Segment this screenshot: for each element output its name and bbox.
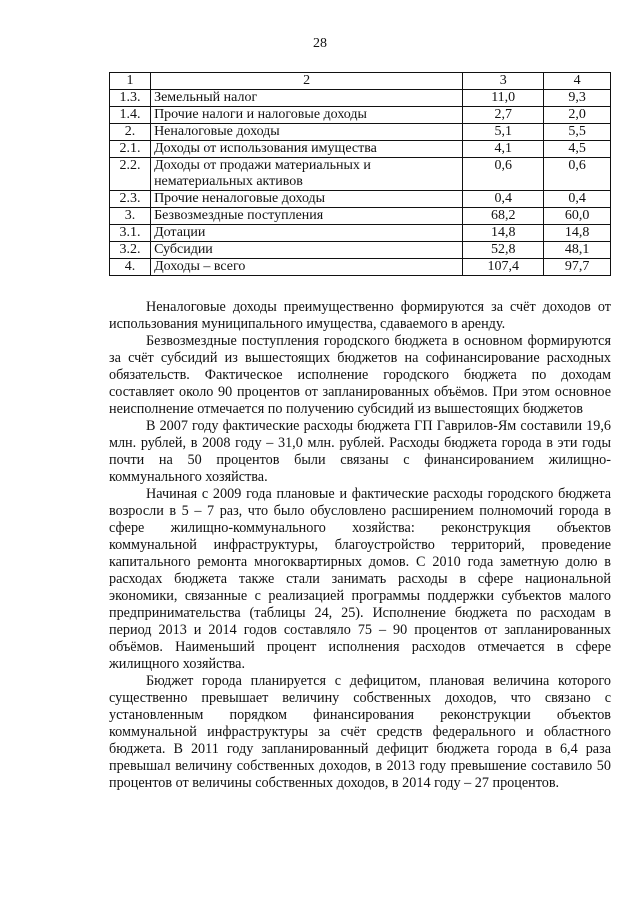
- table-row: [110, 208, 611, 225]
- row-name: Прочие неналоговые доходы: [151, 191, 463, 208]
- row-value-4: 0,4: [544, 191, 611, 208]
- row-value-4: 14,8: [544, 225, 611, 242]
- row-number: 1.4.: [110, 107, 151, 124]
- page-number: 28: [313, 36, 327, 51]
- table-header-row: [110, 73, 611, 90]
- row-value-3: 14,8: [463, 225, 544, 242]
- row-value-4: 2,0: [544, 107, 611, 124]
- row-value-3: 68,2: [463, 208, 544, 225]
- row-value-3: 0,6: [463, 158, 544, 191]
- row-name: Неналоговые доходы: [151, 124, 463, 141]
- row-number: 2.3.: [110, 191, 151, 208]
- table-row: [110, 141, 611, 158]
- row-value-4: 5,5: [544, 124, 611, 141]
- column-header-3: 3: [463, 73, 544, 90]
- paragraph: Неналоговые доходы преимущественно формируются за счёт доходов от использования муниципального имущества, сдаваемого в аренду.: [109, 299, 611, 332]
- row-value-3: 107,4: [463, 259, 544, 276]
- row-number: 2.1.: [110, 141, 151, 158]
- row-name: Доходы от использования имущества: [151, 141, 463, 158]
- row-name: Дотации: [151, 225, 463, 242]
- budget-table: [109, 72, 611, 276]
- table-row: [110, 242, 611, 259]
- row-value-3: 11,0: [463, 90, 544, 107]
- row-value-4: 97,7: [544, 259, 611, 276]
- table-row: [110, 225, 611, 242]
- row-name: Прочие налоги и налоговые доходы: [151, 107, 463, 124]
- column-header-4: 4: [544, 73, 611, 90]
- row-number: 3.1.: [110, 225, 151, 242]
- paragraph: Бюджет города планируется с дефицитом, плановая величина которого существенно превышает величину собственных доходов, что связано с установленным порядком финансирования реконструкции объектов коммунальной инфраструктуры за счёт средств федерального и областного бюджета. В 2011 году запланированный дефицит бюджета города в 6,4 раза превышал величину собственных доходов, в 2013 году превышение составило 50 процентов от величины собственных доходов, в 2014 году – 27 процентов.: [109, 673, 611, 791]
- row-name: Земельный налог: [151, 90, 463, 107]
- paragraph: Безвозмездные поступления городского бюджета в основном формируются за счёт субсидий из вышестоящих бюджетов на софинансирование расходных обязательств. Фактическое исполнение городского бюджета по доходам составляет около 90 процентов от запланированных объёмов. При этом основное неисполнение отмечается по получению субсидий из вышестоящих бюджетов: [109, 333, 611, 417]
- row-number: 3.2.: [110, 242, 151, 259]
- row-name: Доходы от продажи материальных и нематериальных активов: [151, 158, 463, 191]
- column-header-1: 1: [110, 73, 151, 90]
- table-row: [110, 158, 611, 191]
- row-value-3: 52,8: [463, 242, 544, 259]
- row-value-4: 48,1: [544, 242, 611, 259]
- row-value-4: 0,6: [544, 158, 611, 191]
- row-name: Доходы – всего: [151, 259, 463, 276]
- row-value-3: 0,4: [463, 191, 544, 208]
- table-row: [110, 191, 611, 208]
- row-value-4: 4,5: [544, 141, 611, 158]
- row-name: Безвозмездные поступления: [151, 208, 463, 225]
- row-value-3: 5,1: [463, 124, 544, 141]
- table-row: [110, 90, 611, 107]
- row-value-4: 9,3: [544, 90, 611, 107]
- table-row: [110, 259, 611, 276]
- column-header-2: 2: [151, 73, 463, 90]
- table-row: [110, 124, 611, 141]
- row-number: 4.: [110, 259, 151, 276]
- row-value-3: 2,7: [463, 107, 544, 124]
- row-number: 2.: [110, 124, 151, 141]
- document-body: [109, 299, 611, 792]
- row-value-4: 60,0: [544, 208, 611, 225]
- paragraph: Начиная с 2009 года плановые и фактические расходы городского бюджета возросли в 5 – 7 раз, что было обусловлено расширением полномочий города в сфере жилищно-коммунального хозяйства: реконструкция объектов коммунальной инфраструктуры, благоустройство территорий, проведение капитального ремонта многоквартирных домов. С 2010 года заметную долю в расходах бюджета также стали занимать расходы в сфере национальной экономики, связанные с реализацией программы поддержки субъектов малого предпринимательства (таблицы 24, 25). Исполнение бюджета по расходам в период 2013 и 2014 годов составляло 75 – 90 процентов от запланированных объёмов. Наименьший процент исполнения расходов отмечается в сфере жилищного хозяйства.: [109, 486, 611, 672]
- row-name: Субсидии: [151, 242, 463, 259]
- paragraph: В 2007 году фактические расходы бюджета ГП Гаврилов-Ям составили 19,6 млн. рублей, в 2008 году – 31,0 млн. рублей. Расходы бюджета города в эти годы почти на 50 процентов были связаны с финансированием жилищно-коммунального хозяйства.: [109, 418, 611, 485]
- row-value-3: 4,1: [463, 141, 544, 158]
- row-number: 1.3.: [110, 90, 151, 107]
- row-number: 2.2.: [110, 158, 151, 191]
- row-number: 3.: [110, 208, 151, 225]
- table-row: [110, 107, 611, 124]
